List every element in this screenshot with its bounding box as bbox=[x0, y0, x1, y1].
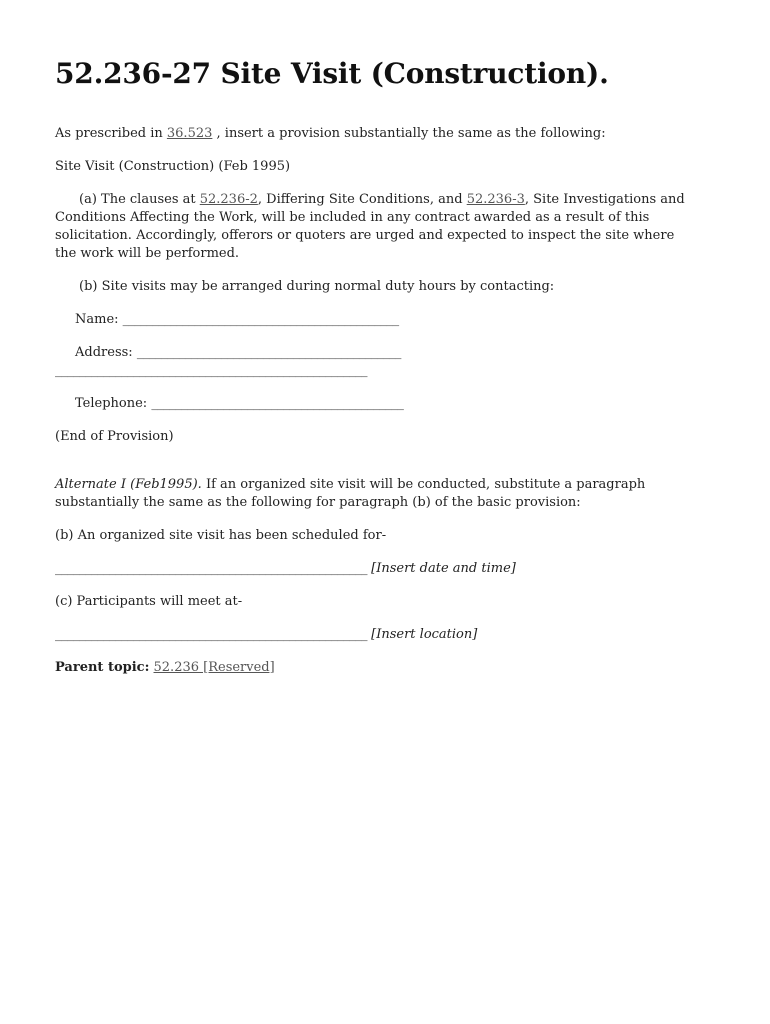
name-blank: ______________________________________________ bbox=[122, 312, 399, 327]
alt-b-hint: [Insert date and time] bbox=[371, 561, 516, 576]
link-52-236-2[interactable]: 52.236-2 bbox=[199, 192, 258, 207]
provision-title: Site Visit (Construction) (Feb 1995) bbox=[55, 159, 291, 174]
alt-paragraph-c: (c) Participants will meet at- bbox=[55, 594, 243, 609]
telephone-label: Telephone: bbox=[75, 396, 148, 411]
address-label: Address: bbox=[75, 345, 133, 360]
link-36-523[interactable]: 36.523 bbox=[166, 126, 213, 141]
name-label: Name: bbox=[75, 312, 119, 327]
paragraph-a-mid: , Differing Site Conditions, and bbox=[257, 192, 467, 207]
address-block bbox=[55, 344, 705, 380]
parent-topic bbox=[55, 659, 705, 677]
address-blank-1: ____________________________________________ bbox=[136, 345, 401, 360]
alt-c-hint: [Insert location] bbox=[371, 627, 478, 642]
alt-b-blank: ____________________________________________________ bbox=[55, 561, 367, 576]
paragraph-a-suffix: , Site Investigations and Conditions Affecting the Work, will be included in any contract awarded as a result of this solicitation. Accordingly, offerors or quoters are urged and expected to inspect the site where the work will be performed. bbox=[55, 192, 685, 261]
intro-text-before: As prescribed in bbox=[55, 126, 167, 141]
name-line bbox=[55, 311, 705, 329]
alt-c-line bbox=[55, 626, 705, 644]
telephone-blank: __________________________________________ bbox=[151, 396, 404, 411]
paragraph-a-prefix: (a) The clauses at bbox=[79, 192, 200, 207]
alternate-paragraph bbox=[55, 476, 695, 512]
address-blank-2: ____________________________________________________ bbox=[55, 363, 367, 378]
alt-paragraph-b: (b) An organized site visit has been scheduled for- bbox=[55, 528, 387, 543]
intro-text-after: , insert a provision substantially the same as the following: bbox=[212, 126, 606, 141]
paragraph-b: (b) Site visits may be arranged during normal duty hours by contacting: bbox=[79, 279, 555, 294]
end-of-provision: (End of Provision) bbox=[55, 429, 174, 444]
alternate-label: Alternate I (Feb1995). bbox=[55, 477, 202, 492]
alternate-text: If an organized site visit will be conducted, substitute a paragraph substantially the same as the following for paragraph (b) of the basic provision: bbox=[55, 477, 646, 510]
alt-c-blank: ____________________________________________________ bbox=[55, 627, 367, 642]
paragraph-a bbox=[55, 191, 695, 263]
intro-paragraph bbox=[55, 125, 705, 143]
link-52-236-3[interactable]: 52.236-3 bbox=[466, 192, 525, 207]
link-parent-topic[interactable]: 52.236 [Reserved] bbox=[153, 660, 275, 675]
page-title: 52.236-27 Site Visit (Construction). bbox=[55, 57, 609, 90]
parent-topic-label: Parent topic: bbox=[55, 660, 150, 675]
alt-b-line bbox=[55, 560, 705, 578]
telephone-line bbox=[55, 395, 705, 413]
document-page bbox=[55, 56, 705, 677]
